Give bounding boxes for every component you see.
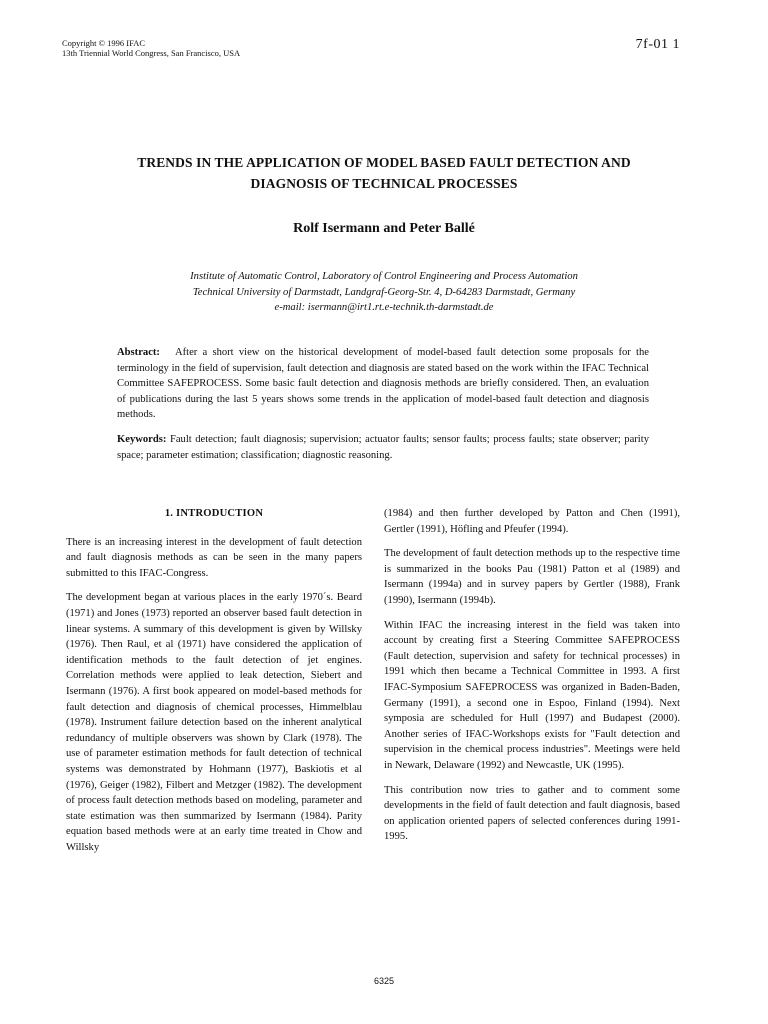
affiliation-line-1: Institute of Automatic Control, Laboratory of Control Engineering and Process Automation: [190, 271, 578, 282]
abstract: [117, 345, 649, 423]
keywords-text: Fault detection; fault diagnosis; supervision; actuator faults; sensor faults; process faults; state observer; parity space; parameter estimation; classification; diagnostic reasoning.: [117, 434, 649, 461]
abstract-label: Abstract:: [117, 347, 160, 358]
paragraph: The development of fault detection methods up to the respective time is summarized in the books Pau (1981) Patton et al (1989) and Isermann (1994a) and in survey papers by Gertler (1988), Frank (1990), Isermann (1994b).: [384, 548, 680, 606]
keywords: [117, 432, 649, 463]
paper-id: 7f-01 1: [635, 37, 680, 52]
paragraph: (1984) and then further developed by Patton and Chen (1991), Gertler (1991), Höfling and Pfeufer (1994).: [384, 508, 680, 535]
paragraph: There is an increasing interest in the development of fault detection and fault diagnosis methods as can be seen in the many papers submitted to this IFAC-Congress.: [66, 536, 362, 579]
paper-authors: Rolf Isermann and Peter Ballé: [293, 221, 475, 236]
left-column: [66, 506, 362, 864]
congress-line: 13th Triennial World Congress, San Francisco, USA: [62, 48, 241, 58]
affiliation: [60, 269, 708, 316]
title-line-2: DIAGNOSIS OF TECHNICAL PROCESSES: [250, 176, 518, 191]
affiliation-line-2: Technical University of Darmstadt, Landgraf-Georg-Str. 4, D-64283 Darmstadt, Germany: [192, 286, 576, 298]
copyright-notice: [62, 38, 240, 58]
right-column: [384, 506, 680, 854]
author-email: e-mail: isermann@irt1.rt.e-technik.th-darmstadt.de: [274, 302, 494, 313]
section-heading-introduction: 1. INTRODUCTION: [164, 508, 264, 519]
copyright-line: Copyright © 1996 IFAC: [62, 38, 146, 48]
keywords-label: Keywords:: [117, 434, 167, 445]
paper-title: [60, 152, 708, 194]
paragraph: This contribution now tries to gather and to comment some developments in the field of fault detection and fault diagnosis, based on application oriented papers of selected conferences during 1991-1995.: [384, 784, 680, 843]
paragraph: Within IFAC the increasing interest in the field was taken into account by creating first a Steering Committee SAFEPROCESS (Fault detection, supervision and safety for technical processes) in 1991 which then became a Technical Committee in 1993. A first IFAC-Symposium SAFEPROCESS was organized in Baden-Baden, Germany (1991), a second one in Espoo, Finland (1994). Next symposia are scheduled for Hull (1997) and Budapest (2000). Another series of IFAC-Workshops exists for "Fault detection and supervision in the chemical process industries". Meetings were held in Newark, Delaware (1992) and Newcastle, UK (1995).: [384, 619, 680, 771]
abstract-text: After a short view on the historical development of model-based fault detection some proposals for the terminology in the field of supervision, fault detection and diagnosis are stated based on the work within the IFAC Technical Committee SAFEPROCESS. Some basic fault detection and diagnosis methods are briefly considered. Then, an evaluation of publications during the last 5 years shows some trends in the application of model-based fault detection and diagnosis methods.: [117, 347, 649, 420]
page-number: 6325: [373, 976, 395, 986]
paragraph: The development began at various places in the early 1970´s. Beard (1971) and Jones (1973) reported an observer based fault detection in linear systems. A summary of this development is given by Willsky (1976). Then Raul, et al (1971) have considered the application of identification methods to the fault detection of jet engines. Correlation methods were applied to leak detection, Siebert and Isermann (1976). A first book appeared on model-based methods for fault detection and diagnosis of chemical processes, Himmelblau (1978). Instrument failure detection based on the inherent analytical redundancy of multiple observers was shown by Clark (1978). The use of parameter estimation methods for fault detection of technical systems was demonstrated by Hohmann (1977), Baskiotis et al (1976), Geiger (1982), Filbert and Metzger (1982). The development of process fault detection methods based on modeling, parameter and state estimation was then summarized by Isermann (1984). Parity equation based methods were at an early time treated in Chow and Willsky: [66, 592, 362, 853]
title-line-1: TRENDS IN THE APPLICATION OF MODEL BASED FAULT DETECTION AND: [137, 155, 631, 170]
